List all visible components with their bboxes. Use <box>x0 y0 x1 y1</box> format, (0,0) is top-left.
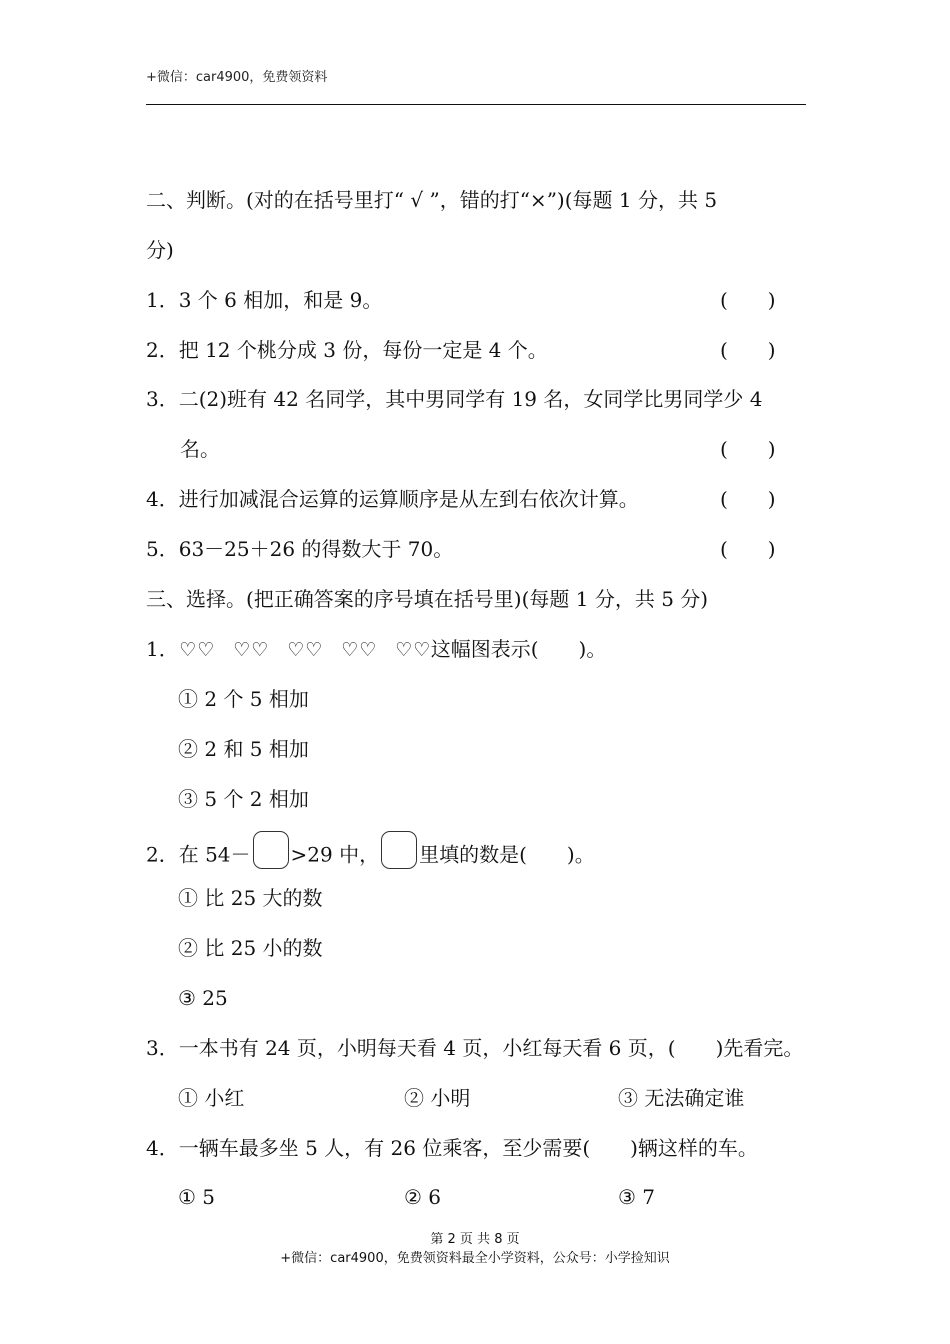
q3-option-1: ① 小红 <box>178 1086 245 1110</box>
page-number: 第 2 页 共 8 页 <box>430 1232 520 1247</box>
q2-option-2: ② 比 25 小的数 <box>178 936 323 960</box>
q2-text-2: >29 中， <box>290 842 380 867</box>
q3-option-3: ③ 无法确定谁 <box>618 1086 745 1110</box>
heart-pair <box>341 635 377 664</box>
q2-text-3: 里填的数是( )。 <box>419 842 595 867</box>
q2-option-1: ① 比 25 大的数 <box>178 886 323 910</box>
header-rule <box>146 104 806 105</box>
heart-icon: ♡ <box>341 639 359 661</box>
heart-icon: ♡ <box>287 639 305 661</box>
footer-text: +微信：car4900，免费领资料最全小学资料，公众号：小学捡知识 <box>280 1251 670 1266</box>
q3-option-2: ② 小明 <box>404 1086 471 1110</box>
q4-option-1: ① 5 <box>178 1185 216 1209</box>
blank-box[interactable] <box>253 831 289 869</box>
answer-paren-4[interactable]: ( ) <box>720 487 776 511</box>
heart-pair <box>287 635 323 664</box>
heart-pair <box>179 635 215 664</box>
heart-icon: ♡ <box>251 639 269 661</box>
q1-option-2: ② 2 和 5 相加 <box>178 737 309 761</box>
section2-title: 二、判断。(对的在括号里打“ √ ”，错的打“×”)(每题 1 分，共 5 <box>146 188 718 212</box>
blank-box[interactable] <box>381 831 417 869</box>
heart-icon: ♡ <box>395 639 413 661</box>
heart-icon: ♡ <box>233 639 251 661</box>
q4-option-2: ② 6 <box>404 1185 442 1209</box>
answer-paren-3[interactable]: ( ) <box>720 437 776 461</box>
choice-q3: 3．一本书有 24 页，小明每天看 4 页，小红每天看 6 页，( )先看完。 <box>146 1036 804 1060</box>
heart-pair <box>233 635 269 664</box>
section2-title-cont: 分) <box>146 238 174 262</box>
heart-icon: ♡ <box>413 639 431 661</box>
q2-option-3: ③ 25 <box>178 986 228 1010</box>
q4-option-3: ③ 7 <box>618 1185 656 1209</box>
choice-q4: 4．一辆车最多坐 5 人，有 26 位乘客，至少需要( )辆这样的车。 <box>146 1136 758 1160</box>
heart-icon: ♡ <box>359 639 377 661</box>
heart-icon: ♡ <box>305 639 323 661</box>
header-text: +微信：car4900，免费领资料 <box>146 70 328 85</box>
q1-text: 这幅图表示( )。 <box>430 637 607 661</box>
answer-paren-1[interactable]: ( ) <box>720 288 776 312</box>
judge-item-3-cont: 名。 <box>180 437 220 461</box>
answer-paren-5[interactable]: ( ) <box>720 537 776 561</box>
choice-q2 <box>146 837 595 875</box>
q1-number: 1． <box>146 637 179 661</box>
q1-option-3: ③ 5 个 2 相加 <box>178 787 309 811</box>
choice-q1 <box>146 635 606 664</box>
judge-item-1: 1．3 个 6 相加，和是 9。 <box>146 288 383 312</box>
judge-item-4: 4．进行加减混合运算的运算顺序是从左到右依次计算。 <box>146 487 639 511</box>
q1-option-1: ① 2 个 5 相加 <box>178 687 309 711</box>
heart-icon: ♡ <box>197 639 215 661</box>
judge-item-5: 5．63－25＋26 的得数大于 70。 <box>146 537 454 561</box>
q2-text-1: 2．在 54－ <box>146 842 251 867</box>
answer-paren-2[interactable]: ( ) <box>720 338 776 362</box>
judge-item-2: 2．把 12 个桃分成 3 份，每份一定是 4 个。 <box>146 338 548 362</box>
judge-item-3: 3．二(2)班有 42 名同学，其中男同学有 19 名，女同学比男同学少 4 <box>146 387 763 411</box>
heart-icon: ♡ <box>179 639 197 661</box>
section3-title: 三、选择。(把正确答案的序号填在括号里)(每题 1 分，共 5 分) <box>146 587 709 611</box>
